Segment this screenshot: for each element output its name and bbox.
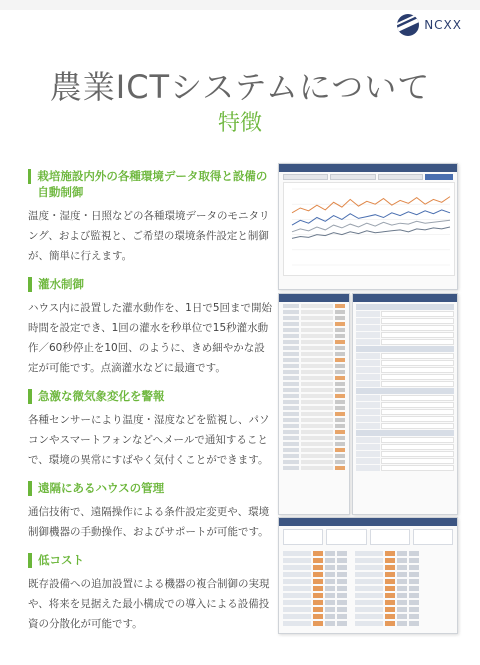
sensor-readouts (279, 526, 457, 548)
table-row (356, 458, 454, 464)
settings-row (283, 322, 345, 326)
screenshot-titlebar (279, 294, 349, 302)
settings-row (283, 400, 345, 404)
screenshot-titlebar (279, 518, 457, 526)
table-row (356, 423, 454, 429)
control-row (283, 558, 453, 563)
control-row (283, 600, 453, 605)
feature-title: 遠隔にあるハウスの管理 (38, 481, 165, 495)
table-row (356, 346, 454, 352)
settings-row (283, 376, 345, 380)
environment-graph-screenshot (278, 163, 458, 290)
heading-bar (28, 169, 31, 184)
control-row (283, 593, 453, 598)
control-row (283, 579, 453, 584)
sensor-readout (413, 529, 453, 545)
heading-bar (28, 277, 32, 292)
feature-title: 栽培施設内外の各種環境データ取得と設備の自動制御 (37, 169, 268, 199)
heading-bar (28, 553, 32, 568)
page-subtitle: 特徴 (217, 111, 262, 136)
settings-row (283, 412, 345, 416)
settings-row (283, 352, 345, 356)
settings-row (283, 364, 345, 368)
feature-section (28, 168, 274, 266)
feature-body: 各種センサーにより温度・湿度などを監視し、パソコンやスマートフォンなどへメールで通知することで、環境の異常にすばやく気付くことができます。 (28, 414, 270, 466)
settings-row (283, 328, 345, 332)
table-row (356, 395, 454, 401)
feature-section (28, 276, 274, 378)
logo-text: NCXX (424, 18, 462, 32)
feature-section (28, 552, 274, 634)
control-field (378, 174, 423, 180)
settings-row (283, 424, 345, 428)
page-title: 農業ICTシステムについて (49, 68, 431, 106)
table-row (356, 444, 454, 450)
settings-row (283, 442, 345, 446)
settings-row (283, 388, 345, 392)
condition-settings-table (353, 302, 457, 474)
feature-title: 急激な微気象変化を警報 (38, 389, 165, 403)
series-line (292, 227, 450, 238)
settings-row (283, 346, 345, 350)
table-row (356, 367, 454, 373)
control-row (283, 572, 453, 577)
settings-row (283, 430, 345, 434)
ncxx-logo-icon (397, 14, 419, 36)
settings-row (283, 460, 345, 464)
irrigation-settings-screenshot (278, 293, 350, 515)
table-row (356, 402, 454, 408)
control-row (283, 586, 453, 591)
graph-controls (279, 172, 457, 182)
heading-bar (28, 389, 32, 404)
table-row (356, 381, 454, 387)
control-row (283, 607, 453, 612)
device-control-grid (279, 548, 457, 631)
table-row (356, 353, 454, 359)
table-row (356, 465, 454, 471)
feature-section (28, 480, 274, 542)
settings-row (283, 454, 345, 458)
settings-row (283, 406, 345, 410)
table-row (356, 374, 454, 380)
control-field (330, 174, 375, 180)
settings-row (283, 304, 345, 308)
settings-row (283, 394, 345, 398)
feature-body: 通信技術で、遠隔操作による条件設定変更や、環境制御機器の手動操作、およびサポートが可能です。 (28, 506, 270, 538)
feature-body: 既存設備への追加設置による機器の複合制御の実現や、将来を見据えた最小構成での導入による設備投資の分散化が可能です。 (28, 578, 270, 630)
table-row (356, 388, 454, 394)
sensor-readout (283, 529, 323, 545)
settings-row (283, 382, 345, 386)
control-row (283, 614, 453, 619)
feature-title: 灌水制御 (38, 277, 84, 291)
feature-title: 低コスト (38, 553, 84, 567)
screenshot-titlebar (279, 164, 457, 172)
feature-body: ハウス内に設置した灌水動作を、1日で5回まで開始時間を設定でき、1回の灌水を秒単位で15秒灌水動作／60秒停止を10回、のように、きめ細やかな設定が可能です。点滴灌水などに最適です。 (28, 302, 273, 374)
feature-heading (28, 480, 274, 496)
environment-line-chart (283, 182, 455, 276)
settings-row (283, 370, 345, 374)
feature-heading (28, 168, 274, 200)
settings-row (283, 466, 345, 470)
settings-row (283, 334, 345, 338)
control-row (283, 621, 453, 626)
feature-heading (28, 276, 274, 292)
control-button (425, 174, 453, 180)
table-row (356, 339, 454, 345)
settings-row (283, 316, 345, 320)
top-band (0, 0, 480, 10)
table-row (356, 451, 454, 457)
feature-body: 温度・湿度・日照などの各種環境データのモニタリング、および監視と、ご希望の環境条件設定と制御が、簡単に行えます。 (28, 210, 270, 262)
settings-row (283, 358, 345, 362)
table-row (356, 318, 454, 324)
settings-row (283, 436, 345, 440)
control-row (283, 551, 453, 556)
device-control-screenshot (278, 517, 458, 634)
table-row (356, 430, 454, 436)
settings-row (283, 310, 345, 314)
control-field (283, 174, 328, 180)
table-row (356, 437, 454, 443)
settings-row (283, 340, 345, 344)
table-row (356, 416, 454, 422)
table-row (356, 360, 454, 366)
condition-settings-screenshot (352, 293, 458, 515)
feature-heading (28, 388, 274, 404)
feature-list (28, 168, 274, 644)
heading-bar (28, 481, 32, 496)
feature-section (28, 388, 274, 470)
table-row (356, 304, 454, 310)
table-row (356, 311, 454, 317)
irrigation-settings-list (279, 302, 349, 474)
ncxx-logo (397, 14, 462, 36)
sensor-readout (370, 529, 410, 545)
table-row (356, 325, 454, 331)
series-line (292, 197, 450, 213)
settings-row (283, 448, 345, 452)
control-row (283, 565, 453, 570)
feature-heading (28, 552, 274, 568)
table-row (356, 409, 454, 415)
table-row (356, 332, 454, 338)
sensor-readout (326, 529, 366, 545)
settings-row (283, 418, 345, 422)
screenshot-titlebar (353, 294, 457, 302)
